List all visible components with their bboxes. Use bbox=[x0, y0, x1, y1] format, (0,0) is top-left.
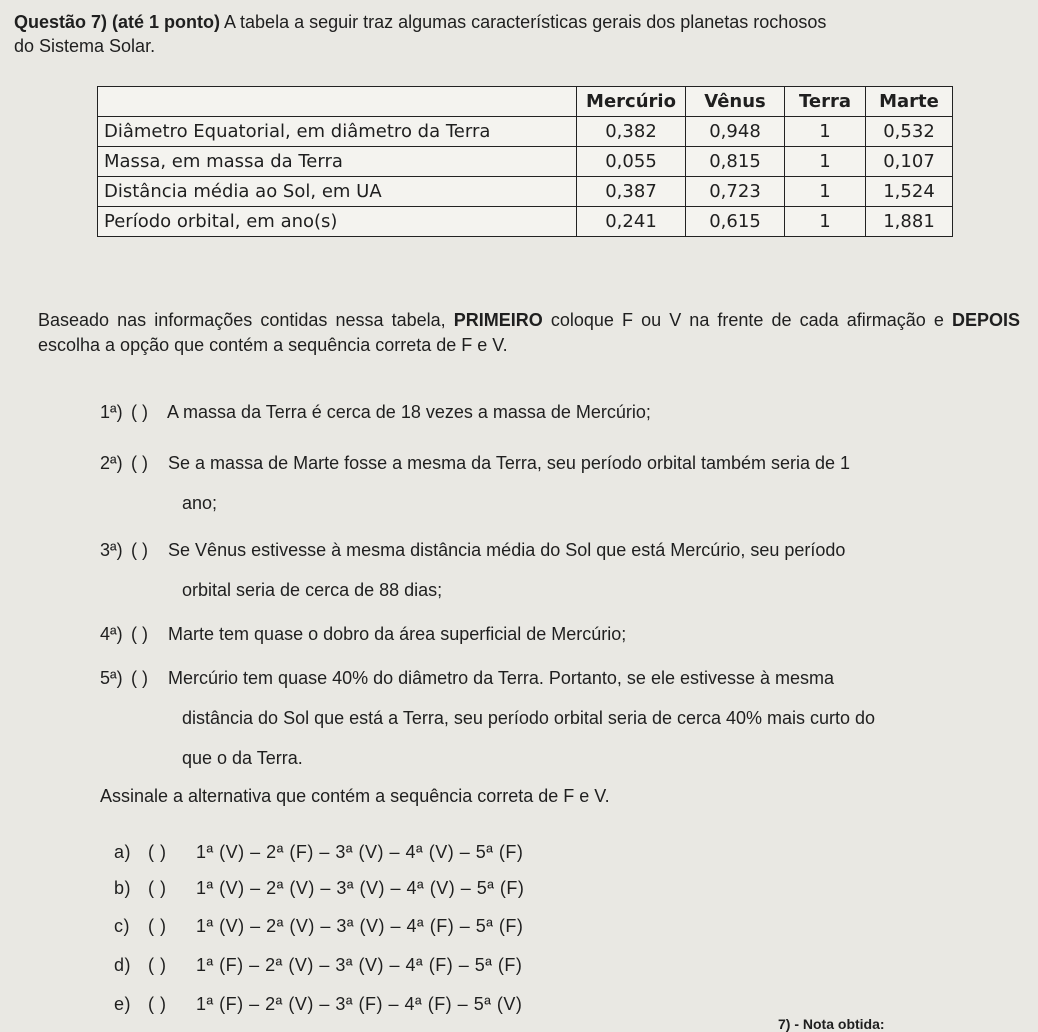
statement-number: 4ª) bbox=[100, 624, 123, 644]
instructions-bold-then: DEPOIS bbox=[951, 310, 1021, 330]
table-cell: 0,532 bbox=[866, 117, 953, 147]
choose-prompt: Assinale a alternativa que contém a sequência correta de F e V. bbox=[100, 786, 610, 806]
table-cell: 0,241 bbox=[577, 207, 686, 237]
table-cell: 1 bbox=[785, 207, 866, 237]
statement-number: 5ª) bbox=[100, 668, 123, 688]
table-cell: 0,815 bbox=[686, 147, 785, 177]
statement-number: 1ª) bbox=[100, 402, 123, 422]
statement-text: Se Vênus estivesse à mesma distância média do Sol que está Mercúrio, seu período bbox=[168, 540, 846, 560]
column-header-marte: Marte bbox=[866, 87, 953, 117]
statement-2 bbox=[100, 443, 1000, 523]
table-cell: 0,948 bbox=[686, 117, 785, 147]
table-cell: 1 bbox=[785, 147, 866, 177]
row-label: Período orbital, em ano(s) bbox=[98, 207, 577, 237]
column-header-mercurio: Mercúrio bbox=[577, 87, 686, 117]
grade-label: 7) - Nota obtida: bbox=[778, 1016, 885, 1032]
option-c[interactable] bbox=[114, 916, 523, 937]
row-label: Massa, em massa da Terra bbox=[98, 147, 577, 177]
instructions bbox=[38, 308, 1020, 358]
statement-text: A massa da Terra é cerca de 18 vezes a massa de Mercúrio; bbox=[167, 402, 651, 422]
option-sequence: 1ª (F) – 2ª (V) – 3ª (F) – 4ª (F) – 5ª (V) bbox=[196, 994, 523, 1014]
answer-blank[interactable]: ( ) bbox=[131, 668, 149, 688]
statement-3 bbox=[100, 530, 1000, 610]
option-sequence: 1ª (V) – 2ª (V) – 3ª (V) – 4ª (V) – 5ª (F) bbox=[196, 878, 525, 898]
question-title: Questão 7) (até 1 ponto) bbox=[14, 12, 221, 32]
table-cell: 0,615 bbox=[686, 207, 785, 237]
row-label: Distância média ao Sol, em UA bbox=[98, 177, 577, 207]
option-d[interactable] bbox=[114, 955, 522, 976]
option-sequence: 1ª (F) – 2ª (V) – 3ª (V) – 4ª (F) – 5ª (F) bbox=[196, 955, 523, 975]
table-cell: 0,382 bbox=[577, 117, 686, 147]
table-cell: 1,881 bbox=[866, 207, 953, 237]
option-a[interactable] bbox=[114, 842, 523, 863]
instructions-text: coloque F ou V na frente de cada afirmação e bbox=[542, 310, 952, 330]
table-cell: 0,107 bbox=[866, 147, 953, 177]
statement-text-continued: que o da Terra. bbox=[182, 748, 303, 768]
table-corner-cell bbox=[98, 87, 577, 117]
statement-text-continued: distância do Sol que está a Terra, seu período orbital seria de cerca 40% mais curto do bbox=[182, 708, 876, 728]
instructions-text: Baseado nas informações contidas nessa tabela, bbox=[38, 310, 454, 330]
planets-table bbox=[97, 86, 953, 237]
table-cell: 0,723 bbox=[686, 177, 785, 207]
table-row bbox=[98, 207, 953, 237]
column-header-venus: Vênus bbox=[686, 87, 785, 117]
statement-5 bbox=[100, 658, 1000, 778]
question-text-line1: A tabela a seguir traz algumas características gerais dos planetas rochosos bbox=[220, 12, 827, 32]
statement-4 bbox=[100, 614, 1000, 654]
table-cell: 1 bbox=[785, 177, 866, 207]
option-sequence: 1ª (V) – 2ª (V) – 3ª (V) – 4ª (F) – 5ª (F) bbox=[196, 916, 524, 936]
table-cell: 0,055 bbox=[577, 147, 686, 177]
question-header bbox=[14, 10, 1024, 58]
statement-text: Mercúrio tem quase 40% do diâmetro da Terra. Portanto, se ele estivesse à mesma bbox=[168, 668, 835, 688]
option-checkbox[interactable]: ( ) bbox=[148, 842, 167, 862]
option-e[interactable] bbox=[114, 994, 522, 1015]
statement-text-continued: ano; bbox=[182, 493, 218, 513]
statement-text: Se a massa de Marte fosse a mesma da Terra, seu período orbital também seria de 1 bbox=[168, 453, 851, 473]
option-checkbox[interactable]: ( ) bbox=[148, 994, 167, 1014]
column-header-terra: Terra bbox=[785, 87, 866, 117]
table-cell: 1 bbox=[785, 117, 866, 147]
table-cell: 1,524 bbox=[866, 177, 953, 207]
option-sequence: 1ª (V) – 2ª (F) – 3ª (V) – 4ª (V) – 5ª (F) bbox=[196, 842, 524, 862]
table-row bbox=[98, 117, 953, 147]
instructions-text: escolha a opção que contém a sequência correta de F e V. bbox=[38, 335, 508, 355]
table-row bbox=[98, 177, 953, 207]
table-cell: 0,387 bbox=[577, 177, 686, 207]
instructions-bold-first: PRIMEIRO bbox=[453, 310, 543, 330]
table-header-row bbox=[98, 87, 953, 117]
option-letter: e) bbox=[114, 994, 132, 1014]
answer-blank[interactable]: ( ) bbox=[131, 453, 149, 473]
row-label: Diâmetro Equatorial, em diâmetro da Terra bbox=[98, 117, 577, 147]
option-checkbox[interactable]: ( ) bbox=[148, 878, 167, 898]
statement-number: 3ª) bbox=[100, 540, 123, 560]
option-letter: c) bbox=[114, 916, 130, 936]
option-checkbox[interactable]: ( ) bbox=[148, 955, 167, 975]
statement-text: Marte tem quase o dobro da área superficial de Mercúrio; bbox=[168, 624, 627, 644]
question-text-line2: do Sistema Solar. bbox=[14, 36, 156, 56]
statement-1 bbox=[100, 392, 1000, 432]
statement-text-continued: orbital seria de cerca de 88 dias; bbox=[182, 580, 443, 600]
option-checkbox[interactable]: ( ) bbox=[148, 916, 167, 936]
answer-blank[interactable]: ( ) bbox=[131, 624, 149, 644]
statement-number: 2ª) bbox=[100, 453, 123, 473]
table-row bbox=[98, 147, 953, 177]
option-letter: b) bbox=[114, 878, 132, 898]
option-letter: a) bbox=[114, 842, 132, 862]
option-b[interactable] bbox=[114, 878, 524, 899]
answer-blank[interactable]: ( ) bbox=[131, 540, 149, 560]
option-letter: d) bbox=[114, 955, 132, 975]
answer-blank[interactable]: ( ) bbox=[131, 402, 149, 422]
